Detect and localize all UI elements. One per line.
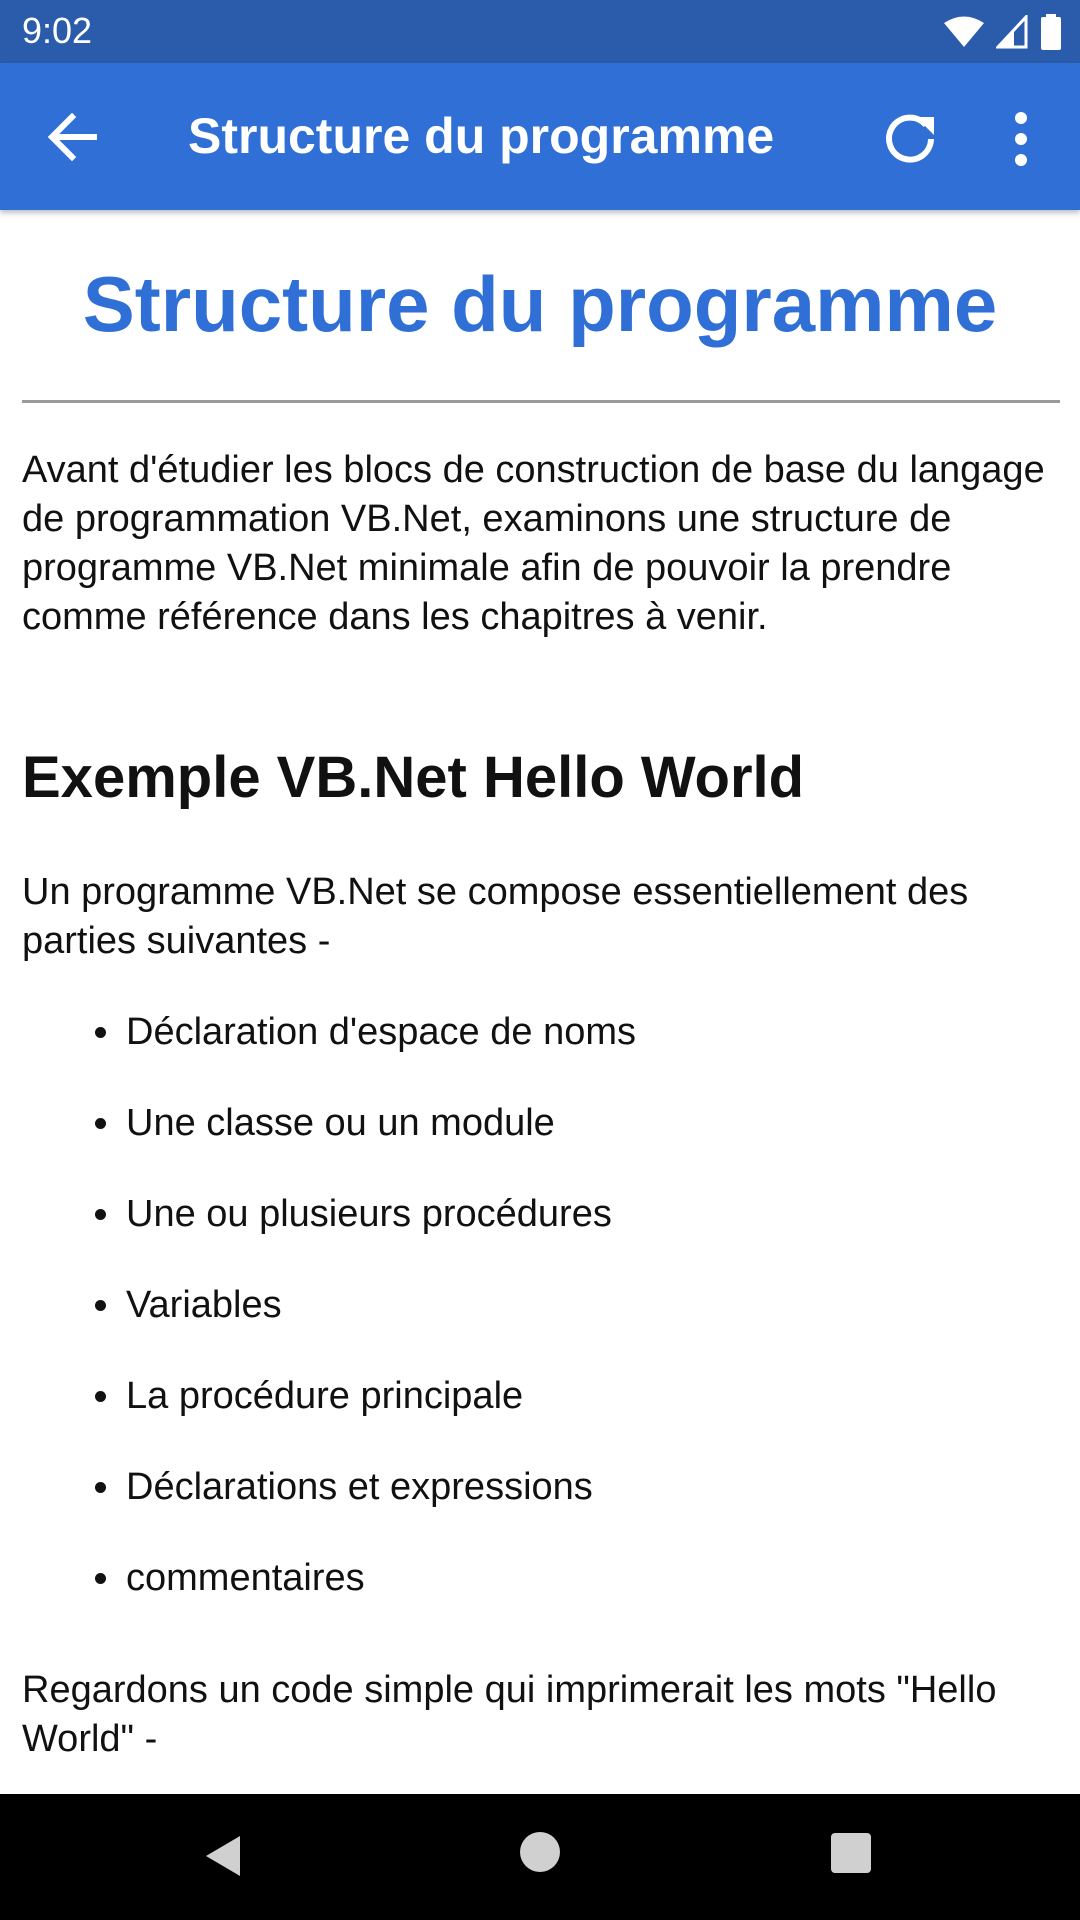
list-item bbox=[22, 1281, 1062, 1372]
list-item-label: Déclarations et expressions bbox=[126, 1466, 593, 1508]
bullet-icon bbox=[95, 1209, 106, 1220]
cellular-signal-icon bbox=[996, 15, 1028, 49]
list-item-label: Une ou plusieurs procédures bbox=[126, 1193, 612, 1235]
compose-paragraph: Un programme VB.Net se compose essentiellement des parties suivantes - bbox=[22, 871, 969, 962]
list-item bbox=[22, 1372, 1062, 1463]
nav-back-icon[interactable] bbox=[200, 1832, 248, 1880]
wifi-icon bbox=[944, 16, 984, 48]
intro-paragraph: Avant d'étudier les blocs de construction de base du langage de programmation VB.Net, examinons une structure de programme VB.Net minimale afin de pouvoir la prendre comme référence dans les chapitres à venir. bbox=[22, 449, 1045, 638]
bullet-icon bbox=[95, 1300, 106, 1311]
app-bar bbox=[0, 63, 1080, 210]
status-bar bbox=[0, 0, 1080, 63]
list-item-label: Déclaration d'espace de noms bbox=[126, 1011, 636, 1053]
list-item-label: commentaires bbox=[126, 1557, 365, 1599]
list-item-label: Une classe ou un module bbox=[126, 1102, 555, 1144]
list-item-label: La procédure principale bbox=[126, 1375, 524, 1417]
list-item-label: Variables bbox=[126, 1284, 282, 1326]
bullet-icon bbox=[95, 1118, 106, 1129]
arrow-left-icon[interactable] bbox=[40, 103, 108, 171]
bullet-icon bbox=[95, 1482, 106, 1493]
list-item bbox=[22, 1008, 1062, 1099]
system-nav-bar bbox=[0, 1794, 1080, 1920]
bullet-icon bbox=[95, 1573, 106, 1584]
section-heading: Exemple VB.Net Hello World bbox=[22, 745, 805, 810]
divider bbox=[22, 400, 1060, 403]
hello-world-intro-paragraph: Regardons un code simple qui imprimerait les mots "Hello World" - bbox=[22, 1669, 997, 1760]
list-item bbox=[22, 1554, 1062, 1645]
refresh-icon[interactable] bbox=[880, 109, 940, 169]
list-item bbox=[22, 1099, 1062, 1190]
parts-list bbox=[22, 1008, 1062, 1645]
list-item bbox=[22, 1190, 1062, 1281]
nav-home-icon[interactable] bbox=[520, 1832, 560, 1872]
status-icons bbox=[944, 12, 1062, 52]
nav-recents-icon[interactable] bbox=[831, 1833, 871, 1873]
article-content bbox=[0, 210, 1080, 1794]
page-title: Structure du programme bbox=[82, 260, 998, 348]
status-time: 9:02 bbox=[22, 10, 93, 51]
battery-icon bbox=[1040, 14, 1062, 50]
bullet-icon bbox=[95, 1391, 106, 1402]
list-item bbox=[22, 1463, 1062, 1554]
bullet-icon bbox=[95, 1027, 106, 1038]
app-bar-title: Structure du programme bbox=[188, 108, 775, 164]
more-vertical-icon[interactable] bbox=[996, 109, 1046, 169]
